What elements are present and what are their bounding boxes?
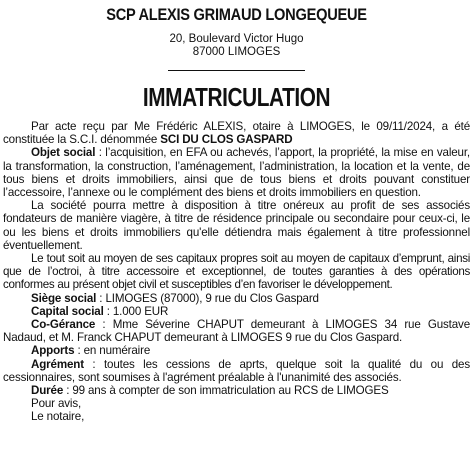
capital-paragraph [3, 305, 470, 318]
notice-body [3, 120, 470, 424]
notice-heading: IMMATRICULATION [142, 82, 331, 112]
duree-text: : 99 ans à compter de son immatriculation au RCS de LIMOGES [63, 384, 389, 398]
firm-name: SCP ALEXIS GRIMAUD LONGEQUEUE [106, 5, 367, 24]
siege-paragraph [3, 292, 470, 305]
divider-rule [168, 70, 305, 71]
intro-paragraph [3, 120, 470, 146]
siege-label: Siège social [31, 291, 97, 305]
capital-label: Capital social [31, 304, 104, 318]
intro-text: Par acte reçu par Me Frédéric ALEXIS, otaire à LIMOGES, le 09/11/2024, a été constituée la S.C.I. dénommée [3, 120, 470, 147]
cogerance-label: Co-Gérance [31, 318, 96, 332]
objet-label: Objet social [31, 146, 96, 160]
firm-address-street: 20, Boulevard Victor Hugo [169, 33, 304, 45]
apports-text: : en numéraire [74, 344, 151, 358]
cogerance-text: : Mme Séverine CHAPUT demeurant à LIMOGES 34 rue Gustave Nadaud, et M. Franck CHAPUT demeurant à LIMOGES 9 rue du Clos Gaspard. [3, 318, 470, 345]
agrement-text: : toutes les cessions de aprts, quelque soit la qualité du ou des cessionnaires, sont soumises à l'agrément préalable à l'unanimité des associés. [3, 357, 470, 384]
financing-text: Le tout soit au moyen de ses capitaux propres soit au moyen de capitaux d’emprunt, ainsi que de l’octroi, à titre accessoire et exceptionnel, de toutes garanties à des opérations conformes au présent objet civil et susceptibles d’en favoriser le développement. [3, 252, 470, 292]
usage-text: La société pourra mettre à disposition à titre onéreux au profit de ses associés fondateurs de manière viagère, à titre de résidence principale ou secondaire pour ceux-ci, le ou les biens et droits immobiliers qu'elle détiendra mais également à titre professionnel éventuellement. [3, 199, 470, 252]
duree-label: Durée [31, 384, 64, 398]
closing-pour-avis: Pour avis, [31, 397, 82, 411]
objet-paragraph [3, 146, 470, 199]
siege-text: : LIMOGES (87000), 9 rue du Clos Gaspard [96, 291, 319, 305]
objet-text: : l’acquisition, en EFA ou achevés, l’apport, la propriété, la mise en valeur, la transformation, la construction, l’aménagement, l’administration, la location et la vente, de tous biens et droits immobiliers, ainsi que de tous biens et droits pouvant constituer l’accessoire, l’annexe ou le complément des biens et droits immobiliers en question. [3, 146, 471, 200]
usage-paragraph [3, 199, 470, 252]
financing-paragraph [3, 252, 470, 292]
cogerance-paragraph [3, 318, 470, 344]
company-name: SCI DU CLOS GASPARD [160, 133, 293, 147]
agrement-paragraph [3, 358, 470, 384]
closing-le-notaire: Le notaire, [31, 410, 85, 424]
agrement-label: Agrément [31, 357, 84, 371]
capital-text: : 1.000 EUR [103, 304, 169, 318]
duree-paragraph [3, 384, 470, 397]
firm-address-city: 87000 LIMOGES [192, 46, 281, 58]
apports-paragraph [3, 344, 470, 357]
apports-label: Apports [31, 344, 75, 358]
